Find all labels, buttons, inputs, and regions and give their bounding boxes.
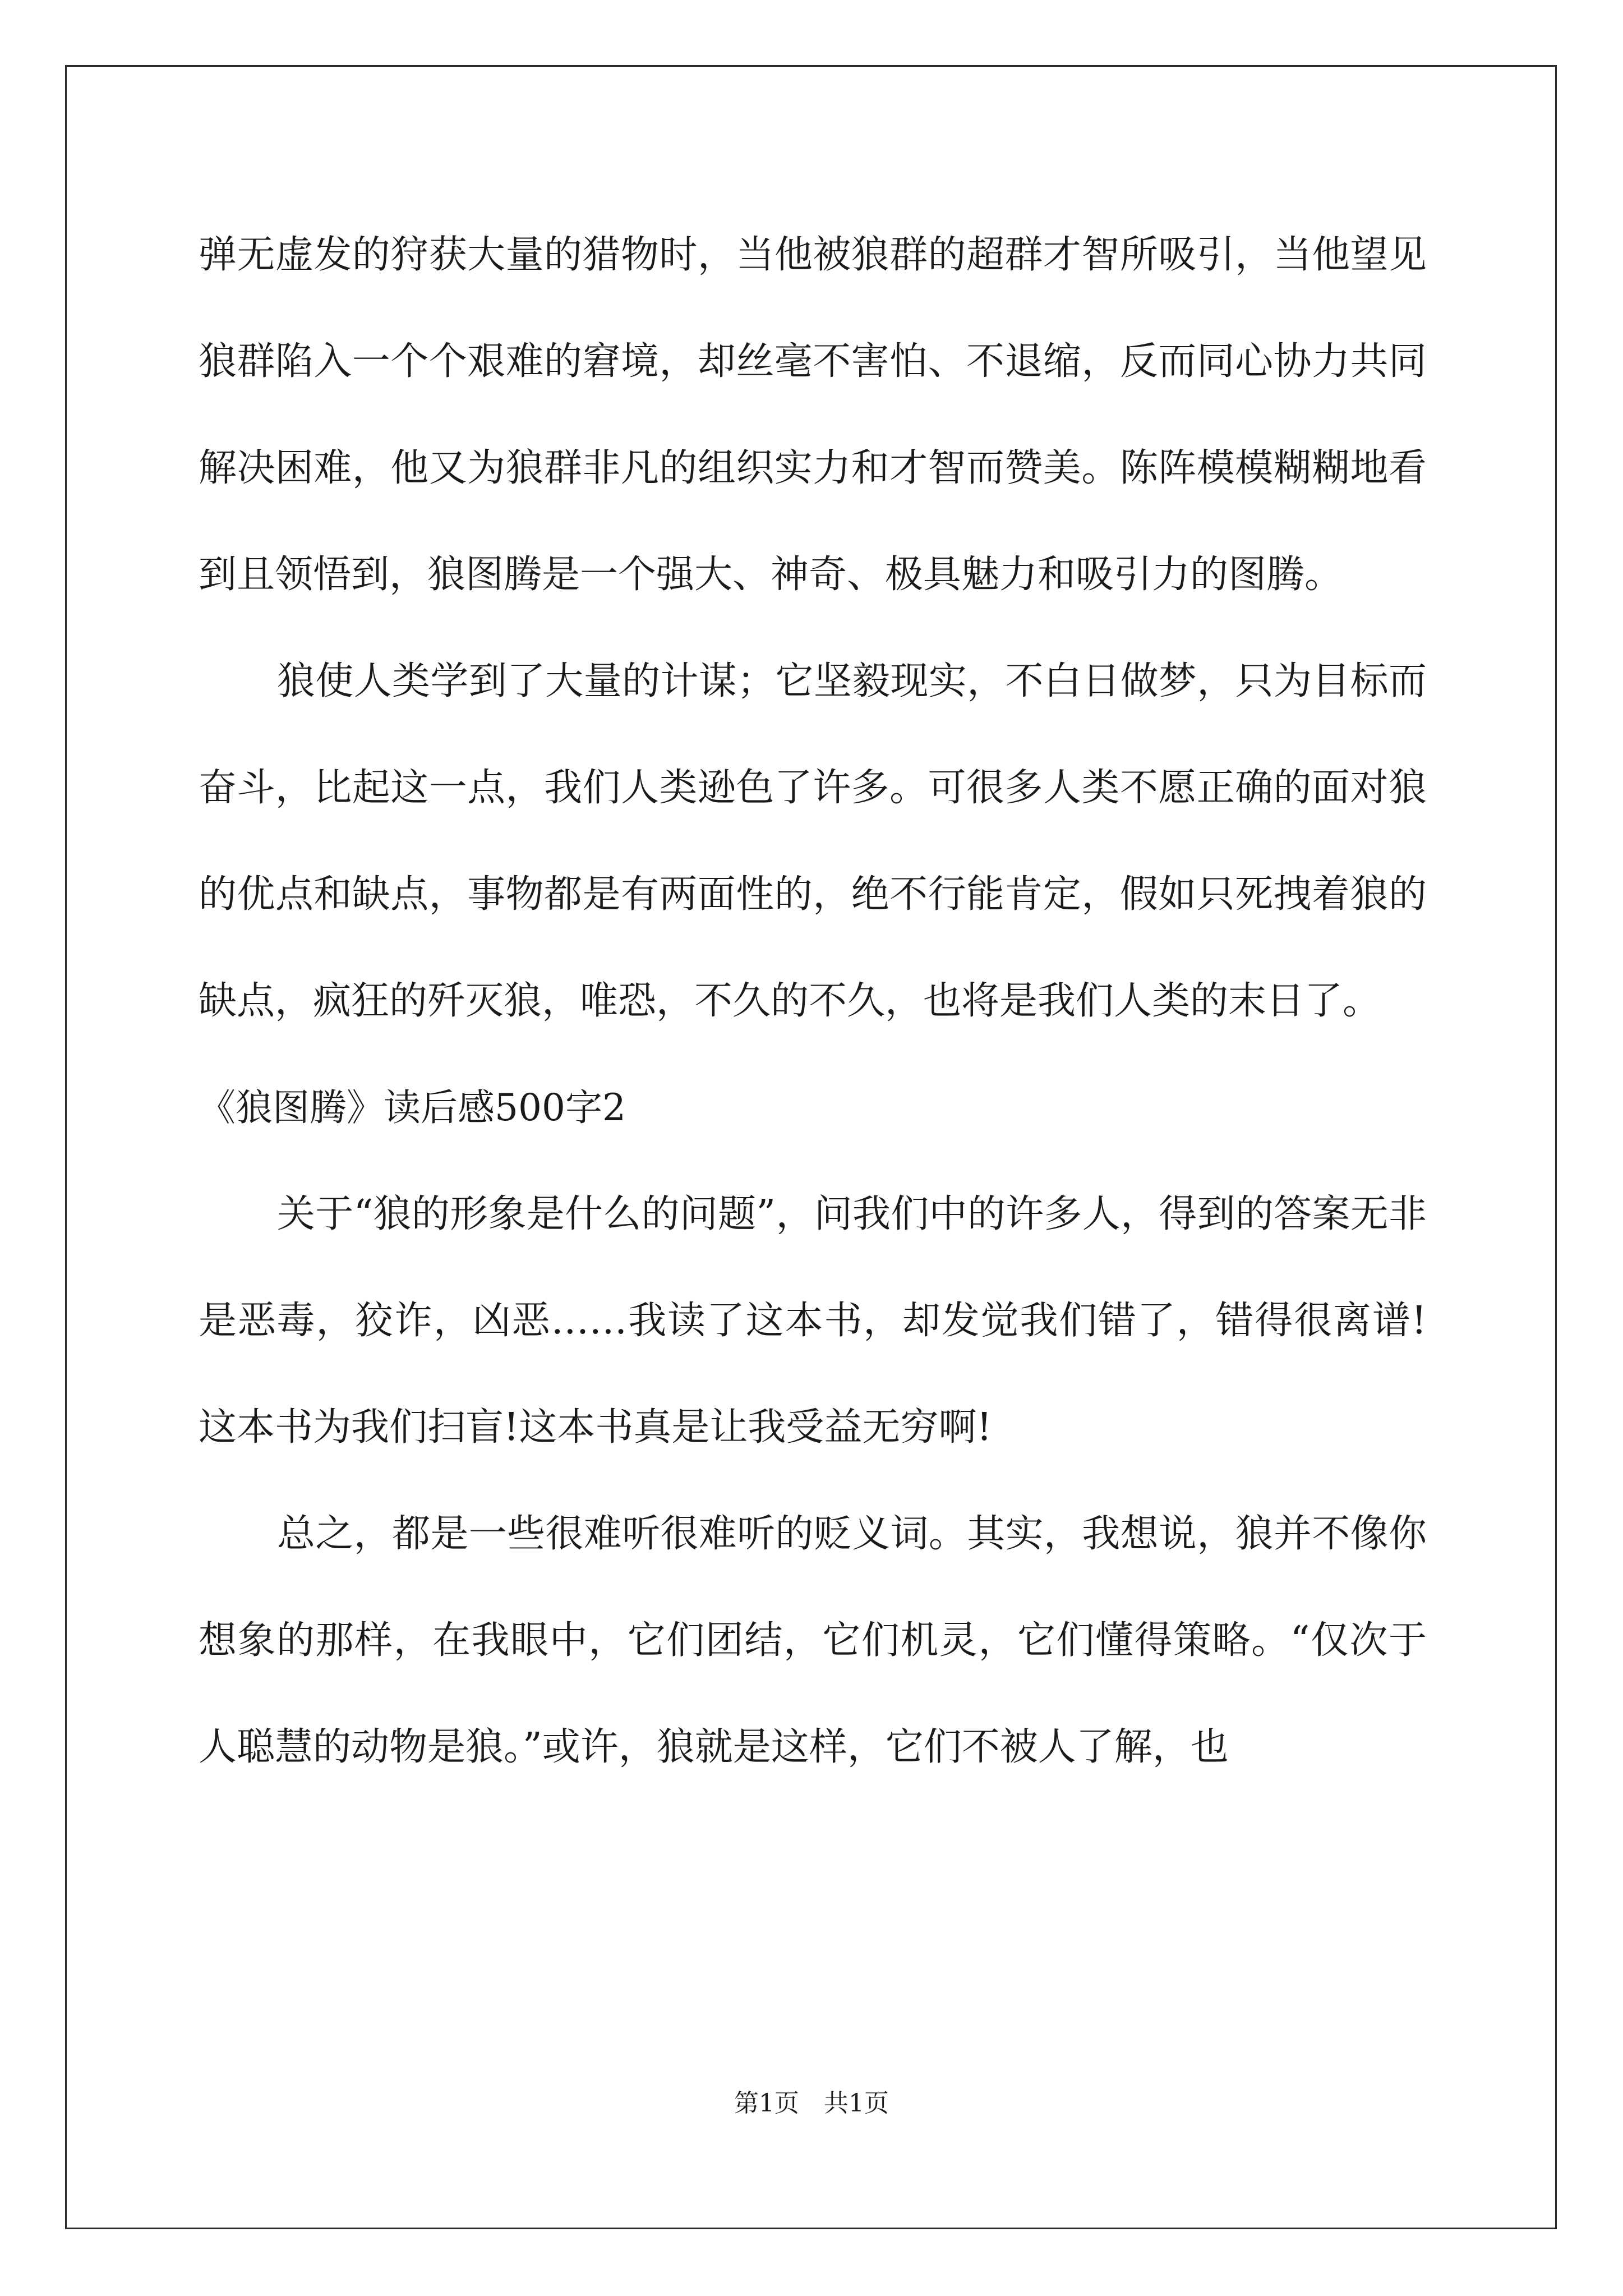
paragraph-1: 弹无虚发的狩获大量的猎物时，当他被狼群的超群才智所吸引，当他望见狼群陷入一个个艰难的窘境，却丝毫不害怕、不退缩，反而同心协力共同解决困难，他又为狼群非凡的组织实力和才智而赞美。陈阵模模糊糊地看到且领悟到，狼图腾是一个强大、神奇、极具魅力和吸引力的图腾。 xyxy=(199,233,1427,597)
page-footer: 第1页 共1页 xyxy=(734,2089,889,2118)
paragraph-2: 狼使人类学到了大量的计谋；它坚毅现实，不白日做梦，只为目标而奋斗，比起这一点，我们人类逊色了许多。可很多人类不愿正确的面对狼的优点和缺点，事物都是有两面性的，绝不行能肯定，假如只死拽着狼的缺点，疯狂的歼灭狼，唯恐，不久的不久，也将是我们人类的末日了。 xyxy=(199,659,1427,1023)
paragraph-4: 总之，都是一些很难听很难听的贬义词。其实，我想说，狼并不像你想象的那样，在我眼中，它们团结，它们机灵，它们懂得策略。“仅次于人聪慧的动物是狼。”或许，狼就是这样，它们不被人了解，也 xyxy=(199,1512,1427,1769)
paragraph-3: 关于“狼的形象是什么的问题”，问我们中的许多人，得到的答案无非是恶毒，狡诈，凶恶……我读了这本书，却发觉我们错了，错得很离谱!这本书为我们扫盲!这本书真是让我受益无穷啊! xyxy=(199,1192,1427,1450)
document-body xyxy=(199,202,1427,1801)
section-heading: 《狼图腾》读后感500字2 xyxy=(199,1086,626,1129)
